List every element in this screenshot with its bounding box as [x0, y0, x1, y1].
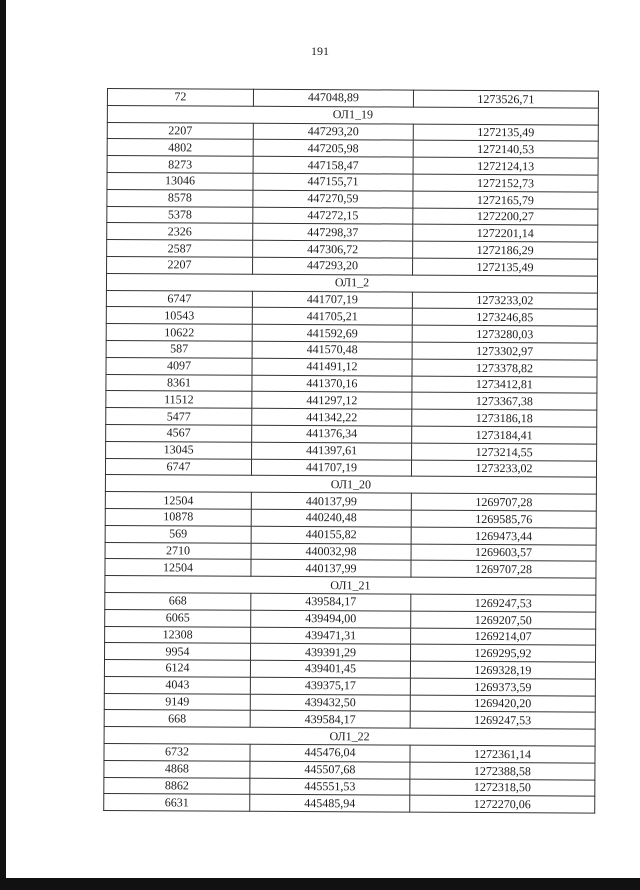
- point-number-cell: 6747: [106, 290, 252, 308]
- y-coordinate-cell: 1269214,07: [411, 628, 596, 646]
- x-coordinate-cell: 439432,50: [250, 694, 410, 712]
- y-coordinate-cell: 1273184,41: [412, 426, 597, 444]
- x-coordinate-cell: 441705,21: [252, 308, 412, 326]
- y-coordinate-cell: 1273378,82: [412, 359, 597, 377]
- x-coordinate-cell: 447293,20: [253, 257, 413, 275]
- y-coordinate-cell: 1273233,02: [412, 292, 597, 310]
- y-coordinate-cell: 1272186,29: [413, 241, 598, 259]
- y-coordinate-cell: 1272318,50: [410, 779, 595, 797]
- point-number-cell: 569: [105, 525, 251, 543]
- point-number-cell: 6747: [105, 458, 251, 476]
- y-coordinate-cell: 1269585,76: [411, 510, 596, 528]
- x-coordinate-cell: 441342,22: [252, 408, 412, 426]
- y-coordinate-cell: 1269328,19: [410, 661, 595, 679]
- y-coordinate-cell: 1273214,55: [412, 443, 597, 461]
- point-number-cell: 8361: [106, 374, 252, 392]
- y-coordinate-cell: 1272124,13: [413, 157, 598, 175]
- point-number-cell: 6065: [105, 609, 251, 627]
- scan-edge-bottom: [0, 878, 640, 890]
- coordinates-table: [103, 88, 599, 814]
- point-number-cell: 5378: [107, 206, 253, 224]
- y-coordinate-cell: 1272135,49: [413, 258, 598, 276]
- point-number-cell: 4097: [106, 357, 252, 375]
- point-number-cell: 4043: [104, 676, 250, 694]
- point-number-cell: 13045: [106, 441, 252, 459]
- x-coordinate-cell: 447306,72: [253, 240, 413, 258]
- point-number-cell: 587: [106, 340, 252, 358]
- x-coordinate-cell: 441397,61: [252, 442, 412, 460]
- point-number-cell: 6124: [104, 660, 250, 678]
- x-coordinate-cell: 445476,04: [250, 744, 410, 762]
- section-title: ОЛ1_2: [106, 273, 597, 292]
- x-coordinate-cell: 440137,99: [251, 492, 411, 510]
- y-coordinate-cell: 1273367,38: [412, 392, 597, 410]
- x-coordinate-cell: 447293,20: [253, 123, 413, 141]
- x-coordinate-cell: 447272,15: [253, 207, 413, 225]
- y-coordinate-cell: 1273412,81: [412, 376, 597, 394]
- point-number-cell: 2207: [107, 256, 253, 274]
- x-coordinate-cell: 445507,68: [250, 761, 410, 779]
- x-coordinate-cell: 447270,59: [253, 190, 413, 208]
- point-number-cell: 6732: [104, 744, 250, 762]
- x-coordinate-cell: 441376,34: [252, 425, 412, 443]
- point-number-cell: 12308: [105, 626, 251, 644]
- y-coordinate-cell: 1269707,28: [411, 560, 596, 578]
- section-title: ОЛ1_20: [105, 475, 596, 494]
- page-number: 191: [311, 44, 329, 58]
- point-number-cell: 2710: [105, 542, 251, 560]
- y-coordinate-cell: 1272388,58: [410, 762, 595, 780]
- coordinates-table-body: [104, 89, 599, 814]
- point-number-cell: 8578: [107, 189, 253, 207]
- y-coordinate-cell: 1272201,14: [413, 224, 598, 242]
- y-coordinate-cell: 1269373,59: [410, 678, 595, 696]
- x-coordinate-cell: 439375,17: [250, 677, 410, 695]
- x-coordinate-cell: 445485,94: [250, 795, 410, 813]
- x-coordinate-cell: 439494,00: [251, 610, 411, 628]
- section-title: ОЛ1_21: [105, 576, 596, 595]
- section-title: ОЛ1_19: [107, 105, 598, 124]
- x-coordinate-cell: 439584,17: [251, 593, 411, 611]
- scan-edge-left: [0, 0, 6, 890]
- point-number-cell: 8273: [107, 156, 253, 174]
- y-coordinate-cell: 1269247,53: [411, 594, 596, 612]
- point-number-cell: 4868: [104, 760, 250, 778]
- x-coordinate-cell: 440137,99: [251, 560, 411, 578]
- y-coordinate-cell: 1272152,73: [413, 174, 598, 192]
- y-coordinate-cell: 1272135,49: [413, 124, 598, 142]
- y-coordinate-cell: 1269247,53: [410, 712, 595, 730]
- x-coordinate-cell: 439401,45: [250, 660, 410, 678]
- x-coordinate-cell: 447158,47: [253, 156, 413, 174]
- point-number-cell: 10622: [106, 324, 252, 342]
- y-coordinate-cell: 1273246,85: [412, 308, 597, 326]
- x-coordinate-cell: 441707,19: [252, 291, 412, 309]
- x-coordinate-cell: 447155,71: [253, 173, 413, 191]
- point-number-cell: 4802: [107, 139, 253, 157]
- point-number-cell: 12504: [105, 559, 251, 577]
- y-coordinate-cell: 1269603,57: [411, 544, 596, 562]
- y-coordinate-cell: 1269473,44: [411, 527, 596, 545]
- point-number-cell: 13046: [107, 172, 253, 190]
- y-coordinate-cell: 1273233,02: [411, 460, 596, 478]
- point-number-cell: 8862: [104, 777, 250, 795]
- point-number-cell: 9149: [104, 693, 250, 711]
- point-number-cell: 2587: [107, 240, 253, 258]
- table-row: [104, 794, 595, 813]
- y-coordinate-cell: 1273186,18: [412, 409, 597, 427]
- x-coordinate-cell: 439391,29: [251, 644, 411, 662]
- x-coordinate-cell: 447048,89: [253, 89, 413, 107]
- x-coordinate-cell: 441570,48: [252, 341, 412, 359]
- x-coordinate-cell: 441370,16: [252, 375, 412, 393]
- y-coordinate-cell: 1272361,14: [410, 745, 595, 763]
- point-number-cell: 11512: [106, 391, 252, 409]
- x-coordinate-cell: 440032,98: [251, 543, 411, 561]
- y-coordinate-cell: 1272140,53: [413, 140, 598, 158]
- point-number-cell: 4567: [106, 424, 252, 442]
- point-number-cell: 72: [107, 89, 253, 107]
- point-number-cell: 668: [104, 710, 250, 728]
- x-coordinate-cell: 447298,37: [253, 224, 413, 242]
- x-coordinate-cell: 441491,12: [252, 358, 412, 376]
- point-number-cell: 2207: [107, 122, 253, 140]
- x-coordinate-cell: 441297,12: [252, 392, 412, 410]
- x-coordinate-cell: 440155,82: [251, 526, 411, 544]
- section-title: ОЛ1_22: [104, 727, 595, 746]
- point-number-cell: 10543: [106, 307, 252, 325]
- y-coordinate-cell: 1272270,06: [410, 796, 595, 814]
- y-coordinate-cell: 1273526,71: [413, 90, 598, 108]
- x-coordinate-cell: 440240,48: [251, 509, 411, 527]
- y-coordinate-cell: 1269707,28: [411, 493, 596, 511]
- point-number-cell: 9954: [105, 643, 251, 661]
- x-coordinate-cell: 439584,17: [250, 711, 410, 729]
- x-coordinate-cell: 445551,53: [250, 778, 410, 796]
- y-coordinate-cell: 1269295,92: [411, 644, 596, 662]
- y-coordinate-cell: 1273302,97: [412, 342, 597, 360]
- x-coordinate-cell: 441592,69: [252, 324, 412, 342]
- point-number-cell: 12504: [105, 492, 251, 510]
- point-number-cell: 5477: [106, 408, 252, 426]
- x-coordinate-cell: 447205,98: [253, 140, 413, 158]
- x-coordinate-cell: 441707,19: [251, 459, 411, 477]
- point-number-cell: 668: [105, 592, 251, 610]
- x-coordinate-cell: 439471,31: [251, 627, 411, 645]
- y-coordinate-cell: 1272200,27: [413, 208, 598, 226]
- y-coordinate-cell: 1272165,79: [413, 191, 598, 209]
- y-coordinate-cell: 1269420,20: [410, 695, 595, 713]
- point-number-cell: 2326: [107, 223, 253, 241]
- point-number-cell: 10878: [105, 508, 251, 526]
- point-number-cell: 6631: [104, 794, 250, 812]
- y-coordinate-cell: 1273280,03: [412, 325, 597, 343]
- y-coordinate-cell: 1269207,50: [411, 611, 596, 629]
